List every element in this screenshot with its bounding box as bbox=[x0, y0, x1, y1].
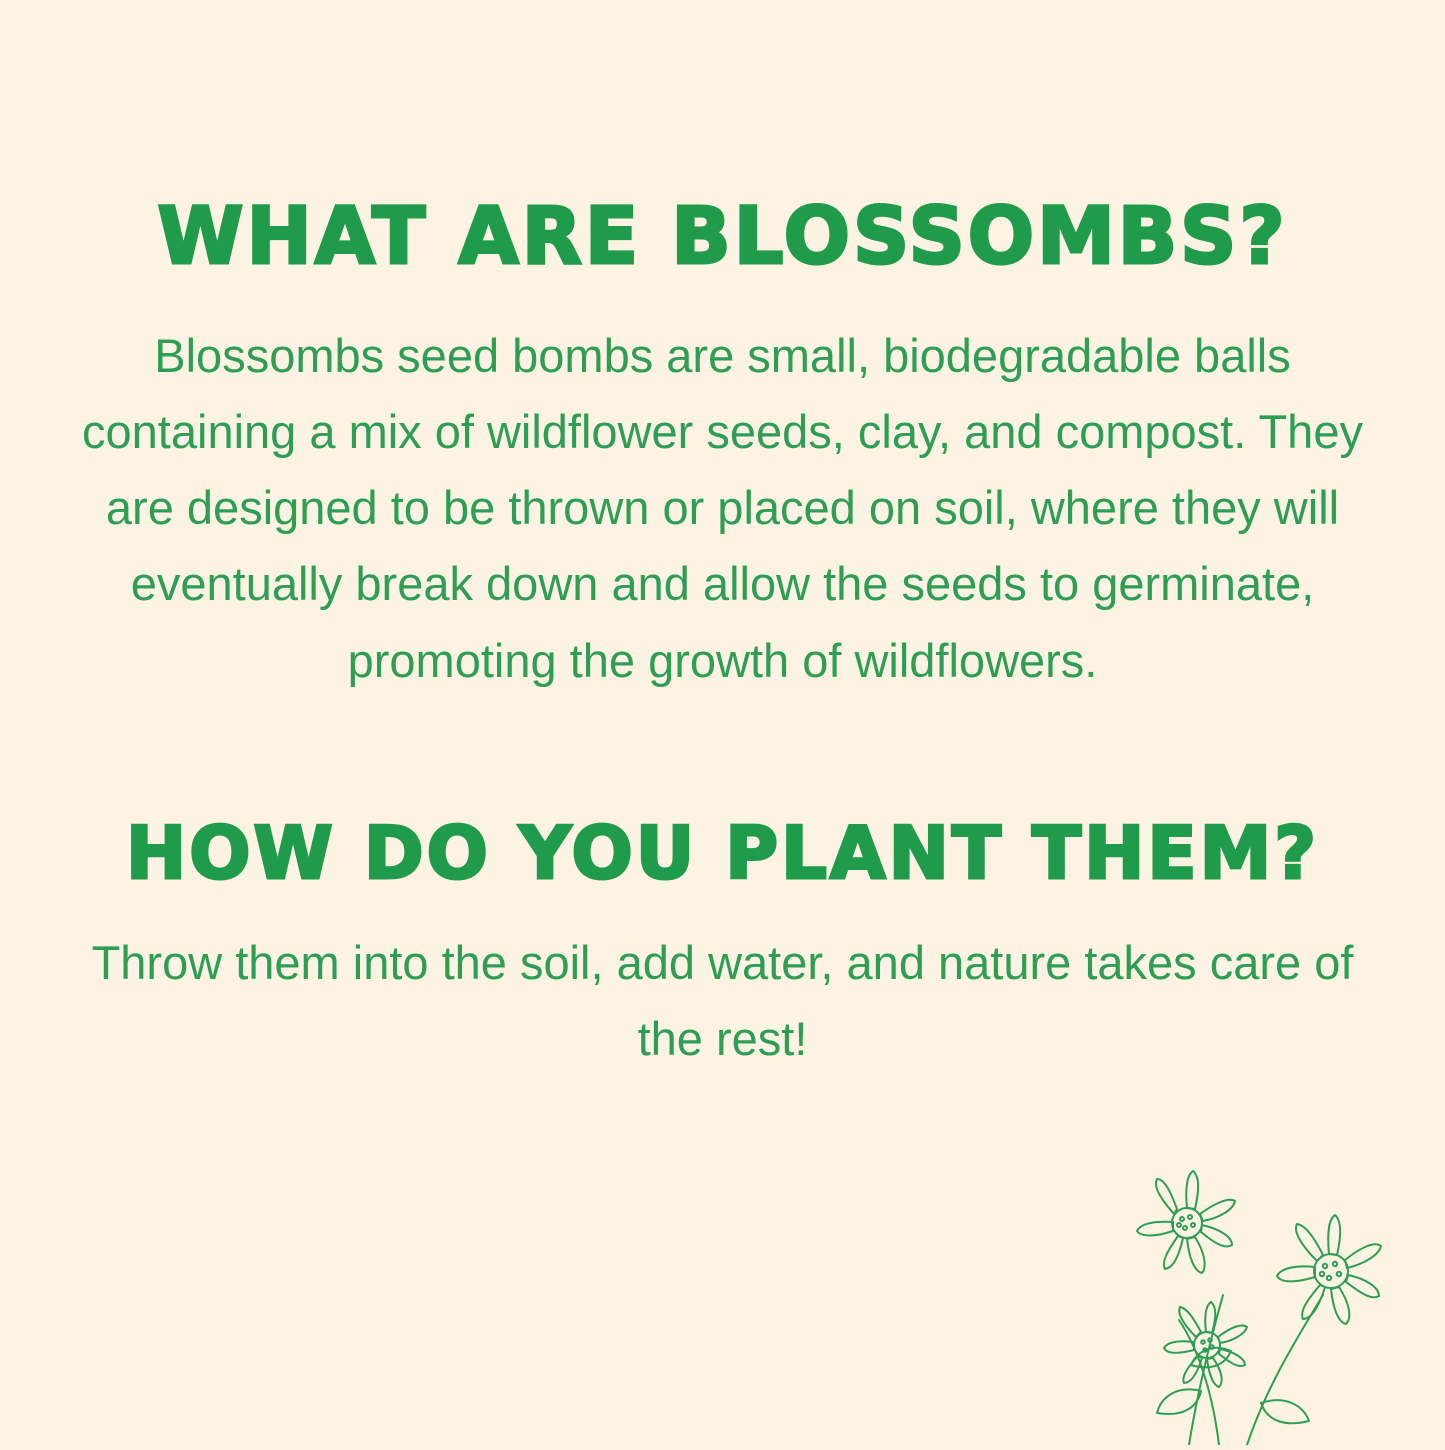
section-body-what-are-blossombs: Blossombs seed bombs are small, biodegradable balls containing a mix of wildflower seeds, clay, and compost. They are designed to be thrown or placed on soil, where they will eventually break down and allow the seeds to germinate, promoting the growth of wildflowers. bbox=[82, 329, 1363, 687]
section-heading-how-do-you-plant-them: HOW DO YOU PLANT THEM? bbox=[125, 810, 1320, 895]
section-heading-what-are-blossombs: WHAT ARE BLOSSOMBS? bbox=[157, 192, 1288, 282]
section-body-how-do-you-plant-them: Throw them into the soil, add water, and nature takes care of the rest! bbox=[91, 935, 1354, 1065]
wildflower-line-art-icon bbox=[1127, 1145, 1427, 1445]
